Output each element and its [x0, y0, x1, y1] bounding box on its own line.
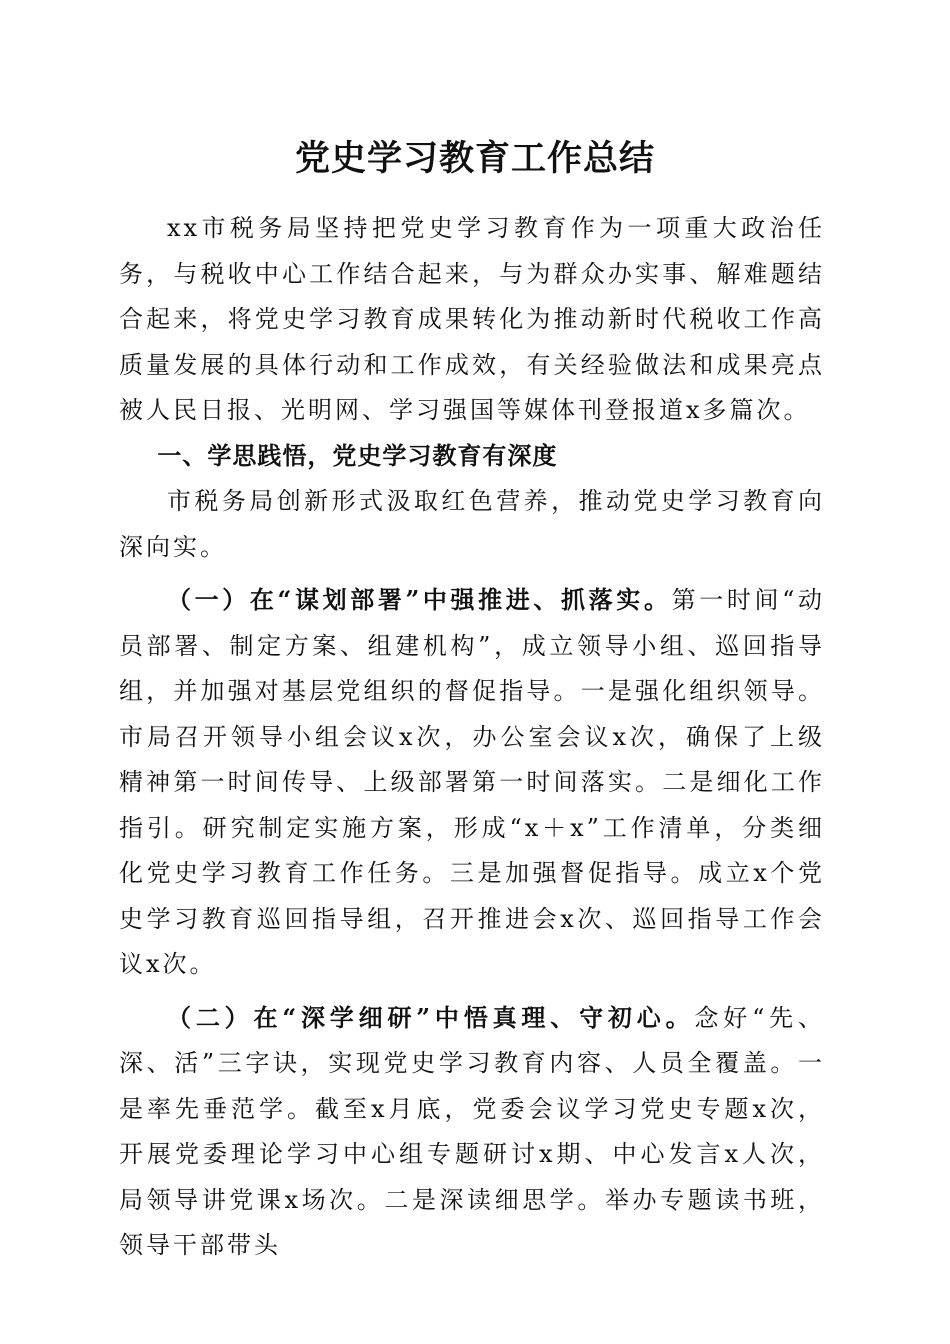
- document-body: [119, 206, 825, 1269]
- subsection-lead-1: （一）在“谋划部署”中强推进、抓落实。: [167, 585, 672, 614]
- subsection-paragraph-2: [119, 995, 825, 1269]
- section-summary-paragraph: 市税务局创新形式汲取红色营养，推动党史学习教育向深向实。: [119, 487, 825, 561]
- section-heading: 一、学思践悟，党史学习教育有深度: [157, 441, 558, 470]
- subsection-lead-2: （二）在“深学细研”中悟真理、守初心。: [167, 1002, 695, 1032]
- document-title: 党史学习教育工作总结: [294, 138, 655, 179]
- subsection-paragraph-1: [119, 577, 825, 988]
- subsection-text-1: 第一时间“动员部署、制定方案、组建机构”，成立领导小组、巡回指导组，并加强对基层党组织的督促指导。一是强化组织领导。市局召开领导小组会议x次，办公室会议x次，确保了上级精神第一时间传导、上级部署第一时间落实。二是细化工作指引。研究制定实施方案，形成“x＋x”工作清单，分类细化党史学习教育工作任务。三是加强督促指导。成立x个党史学习教育巡回指导组，召开推进会x次、巡回指导工作会议x次。: [119, 586, 825, 978]
- subsection-text-2: 念好“先、深、活”三字诀，实现党史学习教育内容、人员全覆盖。一是率先垂范学。截至x月底，党委会议学习党史专题x次，开展党委理论学习中心组专题研讨x期、中心发言x人次，局领导讲党课x场次。二是深读细思学。举办专题读书班，领导干部带头: [119, 1003, 825, 1259]
- intro-paragraph: xx市税务局坚持把党史学习教育作为一项重大政治任务，与税收中心工作结合起来，与为群众办实事、解难题结合起来，将党史学习教育成果转化为推动新时代税收工作高质量发展的具体行动和工作成效，有关经验做法和成果亮点被人民日报、光明网、学习强国等媒体刊登报道x多篇次。: [119, 214, 825, 424]
